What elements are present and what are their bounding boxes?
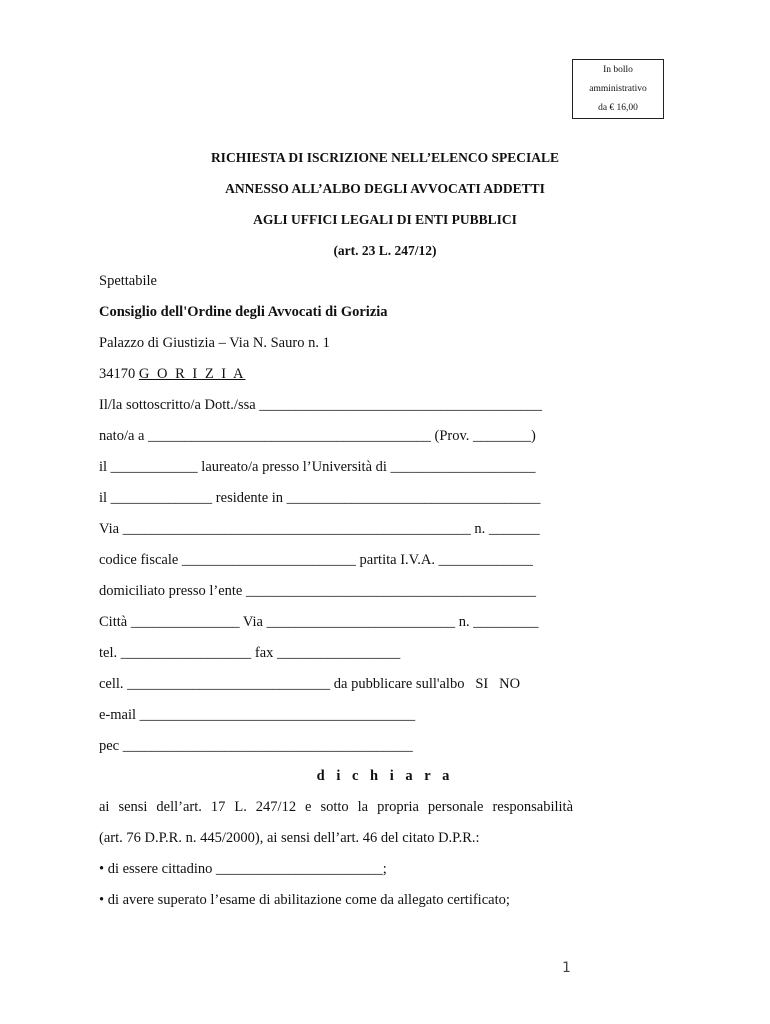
page-number: 1 xyxy=(562,960,571,976)
declaration-bullet-exam: • di avere superato l’esame di abilitazione come da allegato certificato; xyxy=(99,892,510,908)
field-birthplace[interactable]: nato/a a _______________________________________ (Prov. ________) xyxy=(99,428,536,444)
field-street[interactable]: Via ________________________________________________ n. _______ xyxy=(99,521,540,537)
declaration-heading: d i c h i a r a xyxy=(316,768,454,784)
field-entity[interactable]: domiciliato presso l’ente ________________________________________ xyxy=(99,583,536,599)
title-line-2: ANNESSO ALL’ALBO DEGLI AVVOCATI ADDETTI xyxy=(225,181,545,196)
field-tel-fax[interactable]: tel. __________________ fax _________________ xyxy=(99,645,401,661)
revenue-stamp-box xyxy=(572,59,664,119)
zip-code: 34170 xyxy=(99,366,136,382)
field-residence[interactable]: il ______________ residente in ___________________________________ xyxy=(99,490,541,506)
field-email[interactable]: e-mail ______________________________________ xyxy=(99,707,416,723)
council-street: Palazzo di Giustizia – Via N. Sauro n. 1 xyxy=(99,335,330,351)
field-city-street[interactable]: Città _______________ Via __________________________ n. _________ xyxy=(99,614,539,630)
city-name: G O R I Z I A xyxy=(138,366,246,382)
title-line-1: RICHIESTA DI ISCRIZIONE NELL’ELENCO SPECIALE xyxy=(210,150,560,165)
field-degree[interactable]: il ____________ laureato/a presso l’Università di ____________________ xyxy=(99,459,536,475)
field-name[interactable]: Il/la sottoscritto/a Dott./ssa _______________________________________ xyxy=(99,397,543,413)
field-cell[interactable]: cell. ____________________________ da pubblicare sull'albo SI NO xyxy=(99,676,521,692)
stamp-line-1: In bollo xyxy=(603,65,633,75)
stamp-line-3: da € 16,00 xyxy=(598,103,638,113)
field-pec[interactable]: pec ________________________________________ xyxy=(99,738,413,754)
council-city-line xyxy=(99,366,245,383)
salutation: Spettabile xyxy=(99,273,157,289)
council-name: Consiglio dell'Ordine degli Avvocati di Gorizia xyxy=(99,304,388,320)
stamp-line-2: amministrativo xyxy=(589,84,647,94)
declaration-paragraph-1: ai sensi dell’art. 17 L. 247/12 e sotto la propria personale responsabilità xyxy=(99,799,573,815)
title-line-3: AGLI UFFICI LEGALI DI ENTI PUBBLICI xyxy=(253,212,517,227)
declaration-paragraph-2: (art. 76 D.P.R. n. 445/2000), ai sensi dell’art. 46 del citato D.P.R.: xyxy=(99,830,480,846)
declaration-bullet-citizenship[interactable]: • di essere cittadino _______________________; xyxy=(99,861,387,877)
title-line-4: (art. 23 L. 247/12) xyxy=(333,243,437,258)
field-tax-code[interactable]: codice fiscale ________________________ partita I.V.A. _____________ xyxy=(99,552,533,568)
